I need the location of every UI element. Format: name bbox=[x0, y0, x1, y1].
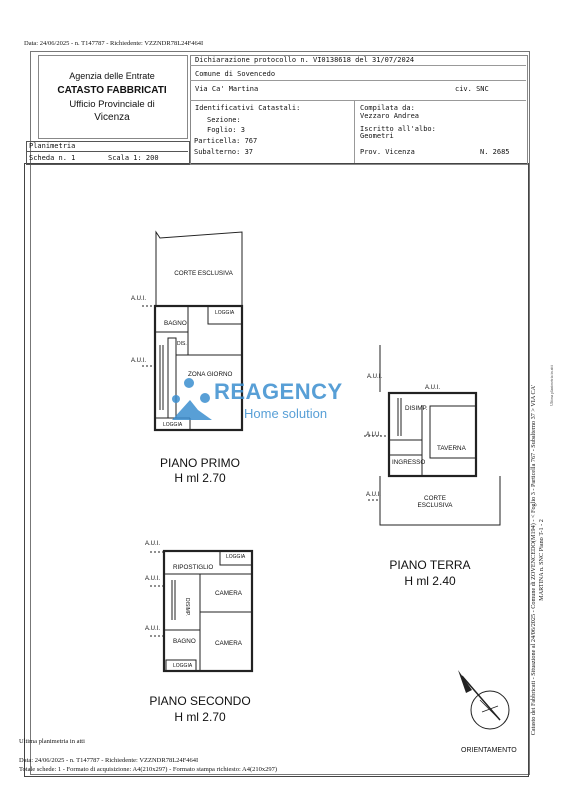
iscritto: Iscritto all'albo: bbox=[360, 125, 436, 133]
via: Via Ca' Martina bbox=[195, 85, 259, 93]
footer-date-line: Data: 24/06/2025 - n. T147787 - Richiedente: VZZNDR78L24F464I bbox=[19, 757, 199, 764]
secondo-title: PIANO SECONDO bbox=[149, 694, 251, 708]
secondo-ripostiglio-label: RIPOSTIGLIO bbox=[173, 564, 214, 571]
primo-title: PIANO PRIMO bbox=[159, 456, 240, 470]
primo-loggia-bottom-label: LOGGIA bbox=[163, 422, 183, 428]
compilata-name: Vezzaro Andrea bbox=[360, 112, 420, 120]
agency-catasto: CATASTO FABBRICATI bbox=[57, 85, 167, 96]
agency-ufficio: Ufficio Provinciale di bbox=[69, 99, 155, 110]
agency-name: Agenzia delle Entrate bbox=[69, 71, 155, 81]
terra-aui-4: A.U.I. bbox=[366, 492, 382, 498]
orientamento-label: ORIENTAMENTO bbox=[461, 747, 517, 754]
secondo-camera-1-label: CAMERA bbox=[215, 590, 242, 597]
numero-albo: N. 2685 bbox=[480, 148, 510, 156]
prov: Prov. Vicenza bbox=[360, 148, 415, 156]
sezione: Sezione: bbox=[207, 116, 241, 124]
primo-aui-2: A.U.I. bbox=[131, 358, 147, 364]
identificativi-title: Identificativi Catastali: bbox=[195, 104, 301, 112]
primo-corte-outline bbox=[156, 232, 242, 305]
primo-loggia-top-label: LOGGIA bbox=[215, 310, 235, 316]
header-date-line: Data: 24/06/2025 - n. T147787 - Richiedente: VZZNDR78L24F464I bbox=[24, 40, 204, 47]
watermark-brand: REAGENCY bbox=[214, 379, 343, 404]
primo-height: H ml 2.70 bbox=[174, 471, 226, 485]
primo-aui-1: A.U.I. bbox=[131, 296, 147, 302]
comune: Comune di Sovencedo bbox=[195, 70, 276, 78]
secondo-loggia-bottom-label: LOGGIA bbox=[173, 663, 193, 669]
side-small-text: Ultima planimetria in atti bbox=[548, 365, 554, 406]
secondo-aui-1: A.U.I. bbox=[145, 541, 161, 547]
footer-ultima: Ultima planimetria in atti bbox=[19, 738, 85, 745]
secondo-aui-2: A.U.I. bbox=[145, 576, 161, 582]
terra-disimp-label: DISIMP. bbox=[405, 405, 428, 412]
terra-aui-1: A.U.I. bbox=[367, 374, 383, 380]
watermark-sub: Home solution bbox=[244, 406, 328, 421]
terra-aui-2: A.U.I. bbox=[425, 385, 441, 391]
albo: Geometri bbox=[360, 132, 394, 140]
footer-format-line: Totale schede: 1 - Formato di acquisizione: A4(210x297) - Formato stampa richiesto: A4(210x297) bbox=[19, 766, 278, 773]
secondo-loggia-top-label: LOGGIA bbox=[226, 554, 246, 560]
particella: Particella: 767 bbox=[194, 137, 258, 145]
scala-label: Scala 1: 200 bbox=[108, 154, 159, 162]
secondo-disimp-label: DISIMP. bbox=[183, 598, 190, 616]
foglio: Foglio: 3 bbox=[207, 126, 245, 134]
compass-rose bbox=[458, 670, 509, 729]
terra-esclusiva-label: ESCLUSIVA bbox=[417, 502, 453, 509]
compilata-title: Compilata da: bbox=[360, 104, 415, 112]
primo-dis-label: DIS. bbox=[177, 341, 187, 347]
primo-zona-giorno-label: ZONA GIORNO bbox=[188, 371, 233, 378]
secondo-aui-3: A.U.I. bbox=[145, 626, 161, 632]
scheda-label: Scheda n. 1 bbox=[29, 154, 76, 162]
primo-bagno-label: BAGNO bbox=[164, 320, 187, 327]
terra-ingresso-label: INGRESSO bbox=[392, 459, 426, 466]
secondo-height: H ml 2.70 bbox=[174, 710, 226, 724]
secondo-camera-2-label: CAMERA bbox=[215, 640, 242, 647]
agency-city: Vicenza bbox=[94, 112, 130, 123]
terra-title: PIANO TERRA bbox=[389, 558, 471, 572]
side-catasto-text: Catasto dei Fabbricati - Situazione al 24/06/2025 - Comune di ZOVENCEDO(M194) - < Foglio 3 - Particella 767 - Subalterno 37 > VIA CA' MARTINA n. SNC Piano T-1 - 2 bbox=[530, 384, 545, 736]
terra-aui-3: A.U.I. bbox=[366, 432, 382, 438]
secondo-bagno-label: BAGNO bbox=[173, 638, 196, 645]
terra-taverna-label: TAVERNA bbox=[437, 445, 466, 452]
terra-height: H ml 2.40 bbox=[404, 574, 456, 588]
watermark-logo bbox=[172, 378, 212, 420]
civico: civ. SNC bbox=[455, 85, 489, 93]
primo-corte-label: CORTE ESCLUSIVA bbox=[174, 270, 233, 277]
terra-corte-label: CORTE bbox=[424, 495, 446, 502]
subalterno: Subalterno: 37 bbox=[194, 148, 254, 156]
dichiarazione: Dichiarazione protocollo n. VI0138618 del 31/07/2024 bbox=[195, 56, 415, 64]
planimetria-label: Planimetria bbox=[29, 142, 76, 150]
